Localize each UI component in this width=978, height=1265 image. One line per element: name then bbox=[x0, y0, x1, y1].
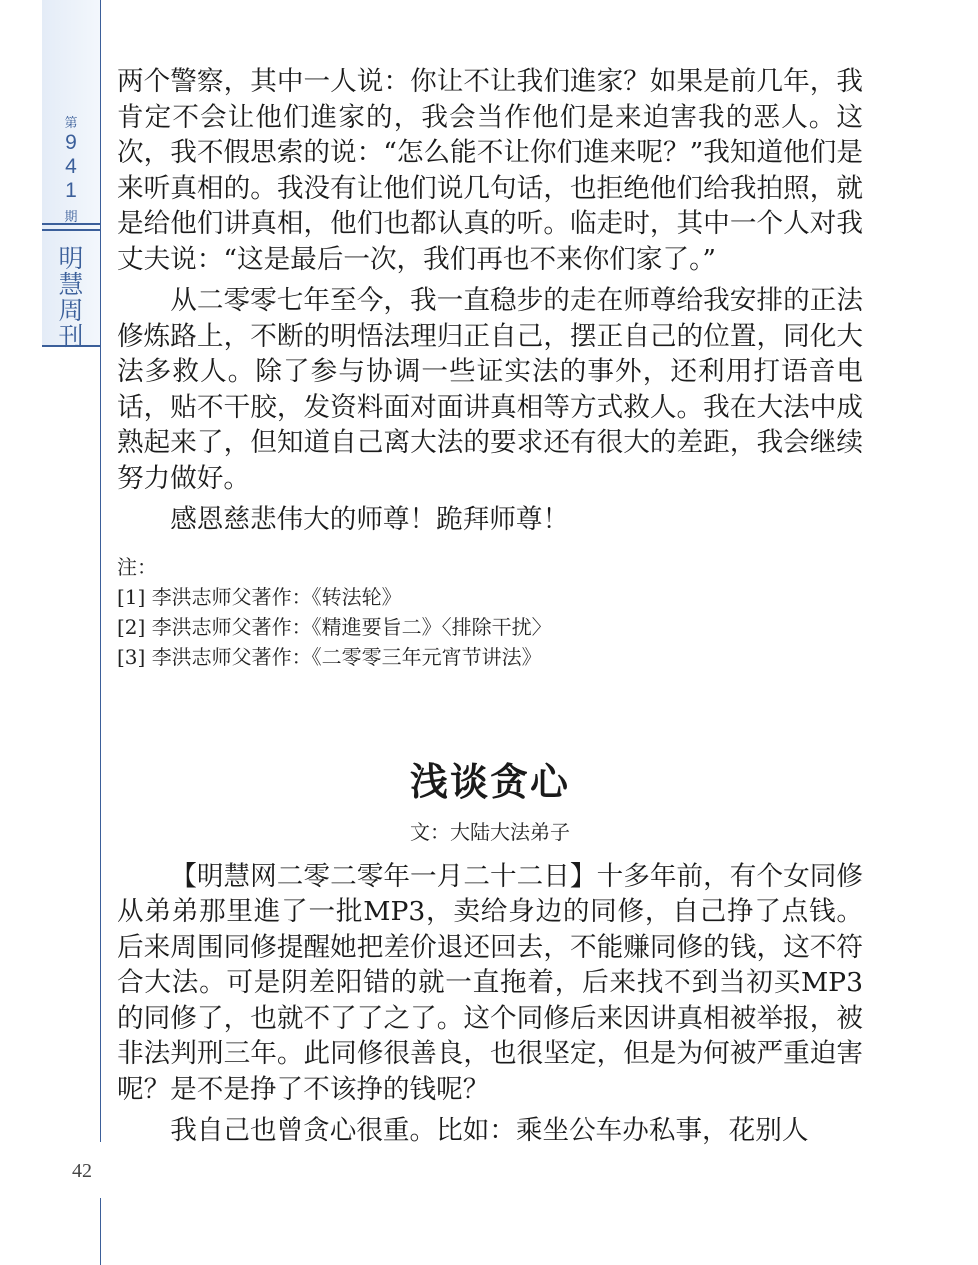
article1-paragraph: 从二零零七年至今，我一直稳步的走在师尊给我安排的正法修炼路上，不断的明悟法理归正自己，摆正自己的位置，同化大法多救人。除了参与协调一些证实法的事外，还利用打语音电话，贴不干胶，发资料面对面讲真相等方式救人。我在大法中成熟起来了，但知道自己离大法的要求还有很大的差距，我会继续努力做好。 bbox=[117, 285, 863, 494]
article2-header bbox=[117, 760, 863, 845]
magazine-name-char: 刊 bbox=[58, 322, 84, 351]
issue-number bbox=[42, 131, 100, 203]
issue-suffix: 期 bbox=[64, 210, 78, 225]
issue-digit: 1 bbox=[65, 179, 77, 202]
page-number: 42 bbox=[72, 1160, 92, 1182]
magazine-name-char: 明 bbox=[58, 244, 84, 273]
sidebar-divider-bottom bbox=[42, 229, 101, 231]
issue-digit: 4 bbox=[65, 155, 77, 178]
note-item: [3] 李洪志师父著作：《二零零三年元宵节讲法》 bbox=[117, 644, 542, 669]
article-title: 浅谈贪心 bbox=[409, 759, 570, 804]
issue-digit: 9 bbox=[65, 131, 77, 154]
margin-rule-bottom bbox=[100, 1198, 101, 1265]
magazine-name-char: 慧 bbox=[58, 270, 84, 299]
article-byline: 文：大陆大法弟子 bbox=[410, 819, 570, 844]
note-item: [2] 李洪志师父著作：《精進要旨二》〈排除干扰〉 bbox=[117, 614, 552, 639]
article1-paragraph: 两个警察，其中一人说：你让不让我们進家？如果是前几年，我肯定不会让他们進家的，我会当作他们是来迫害我的恶人。这次，我不假思索的说：“怎么能不让你们進来呢？”我知道他们是来听真相的。我没有让他们说几句话，也拒绝他们给我拍照，就是给他们讲真相，他们也都认真的听。临走时，其中一个人对我丈夫说：“这是最后一次，我们再也不来你们家了。” bbox=[117, 66, 863, 275]
article2-paragraph: 【明慧网二零二零年一月二十二日】十多年前，有个女同修从弟弟那里進了一批MP3，卖给身边的同修，自己挣了点钱。后来周围同修提醒她把差价退还回去，不能赚同修的钱，这不符合大法。可是阴差阳错的就一直拖着，后来找不到当初买MP3的同修了，也就不了了之了。这个同修后来因讲真相被举报，被非法判刑三年。此同修很善良，也很坚定，但是为何被严重迫害呢？是不是挣了不该挣的钱呢？ bbox=[117, 860, 863, 1105]
note-item: [1] 李洪志师父著作：《转法轮》 bbox=[117, 584, 402, 609]
page-content bbox=[117, 64, 863, 1149]
issue-prefix: 第 bbox=[64, 116, 78, 131]
margin-rule-top bbox=[100, 0, 101, 1142]
magazine-name bbox=[42, 246, 100, 350]
magazine-name-char: 周 bbox=[58, 296, 84, 325]
notes-section bbox=[117, 552, 863, 672]
article2-paragraph: 我自己也曾贪心很重。比如：乘坐公车办私事，花别人 bbox=[170, 1115, 809, 1146]
article1-paragraph: 感恩慈悲伟大的师尊！跪拜师尊！ bbox=[170, 504, 570, 535]
notes-label: 注： bbox=[117, 554, 157, 579]
article2-body bbox=[117, 859, 863, 1149]
